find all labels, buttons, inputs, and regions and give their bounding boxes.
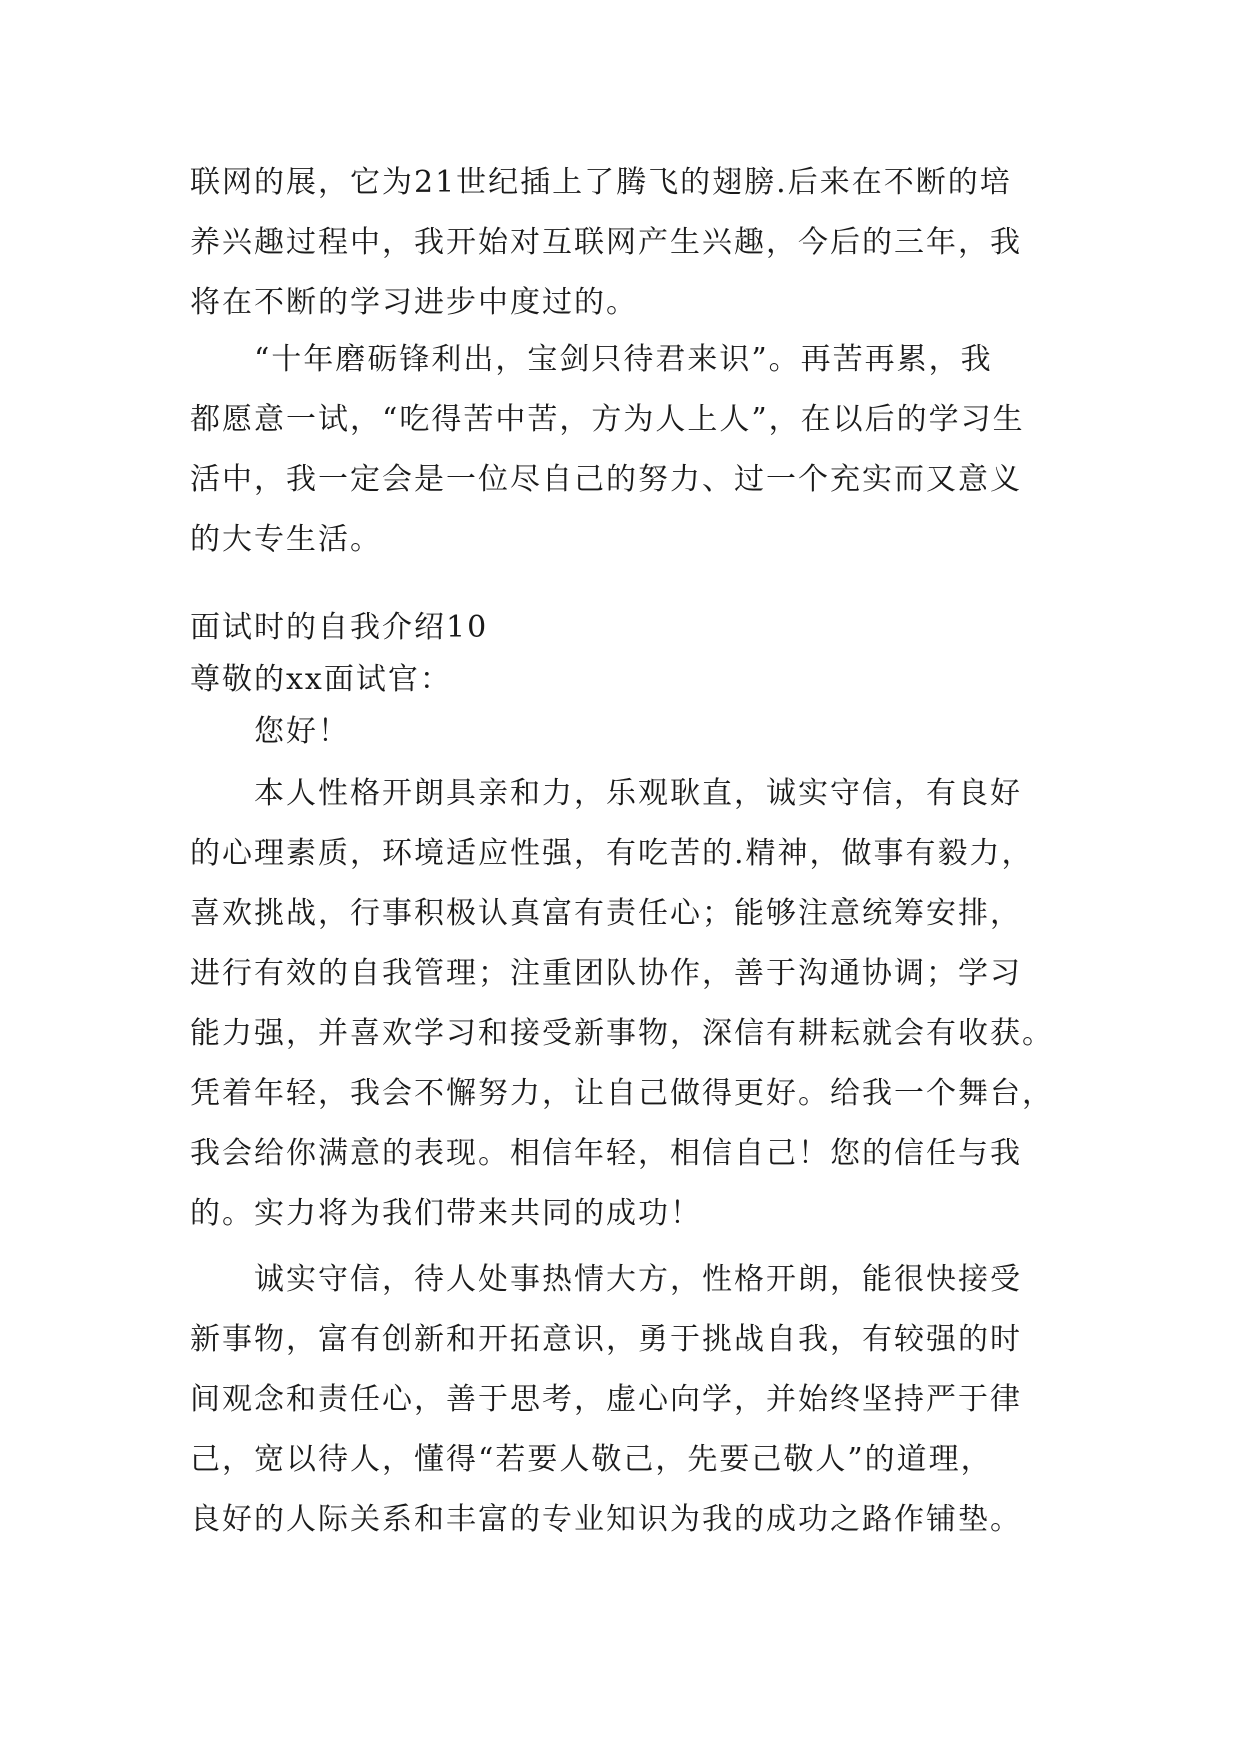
text-line: 能力强，并喜欢学习和接受新事物，深信有耕耘就会有收获。: [190, 1016, 1054, 1051]
section-heading-block: [190, 602, 1070, 758]
self-intro-paragraph-1: [190, 764, 1070, 1244]
text-line: 进行有效的自我管理；注重团队协作，善于沟通协调；学习: [190, 956, 1022, 991]
salutation: 尊敬的xx面试官：: [190, 662, 452, 697]
text-line: 间观念和责任心，善于思考，虚心向学，并始终坚持严于律: [190, 1382, 1022, 1417]
text-line: 诚实守信，待人处事热情大方，性格开朗，能很快接受: [254, 1262, 1022, 1297]
text-line: 己，宽以待人，懂得“若要人敬己，先要己敬人”的道理，: [190, 1442, 993, 1477]
text-line: 我会给你满意的表现。相信年轻，相信自己！您的信任与我: [190, 1136, 1022, 1171]
text-line: 凭着年轻，我会不懈努力，让自己做得更好。给我一个舞台，: [190, 1076, 1054, 1111]
self-intro-paragraph-2: [190, 1250, 1070, 1550]
text-line: 都愿意一试，“吃得苦中苦，方为人上人”，在以后的学习生: [190, 402, 1025, 437]
text-line: 联网的展，它为21世纪插上了腾飞的翅膀.后来在不断的培: [190, 165, 1012, 200]
greeting: 您好！: [254, 714, 350, 749]
text-line: 的大专生活。: [190, 522, 382, 557]
text-line: 新事物，富有创新和开拓意识，勇于挑战自我，有较强的时: [190, 1322, 1022, 1357]
text-line: 养兴趣过程中，我开始对互联网产生兴趣，今后的三年，我: [190, 225, 1022, 260]
text-line: 的心理素质，环境适应性强，有吃苦的.精神，做事有毅力，: [190, 836, 1034, 871]
text-line: “十年磨砺锋利出，宝剑只待君来识”。再苦再累，我: [254, 342, 993, 377]
text-line: 活中，我一定会是一位尽自己的努力、过一个充实而又意义: [190, 462, 1022, 497]
text-line: 将在不断的学习进步中度过的。: [190, 285, 638, 320]
text-line: 本人性格开朗具亲和力，乐观耿直，诚实守信，有良好: [254, 776, 1022, 811]
text-line: 良好的人际关系和丰富的专业知识为我的成功之路作铺垫。: [190, 1502, 1022, 1537]
text-line: 喜欢挑战，行事积极认真富有责任心；能够注意统筹安排，: [190, 896, 1022, 931]
continuation-paragraph: [190, 153, 1070, 333]
section-heading: 面试时的自我介绍10: [190, 610, 489, 645]
text-line: 的。实力将为我们带来共同的成功！: [190, 1196, 702, 1231]
quote-paragraph: [190, 330, 1070, 570]
